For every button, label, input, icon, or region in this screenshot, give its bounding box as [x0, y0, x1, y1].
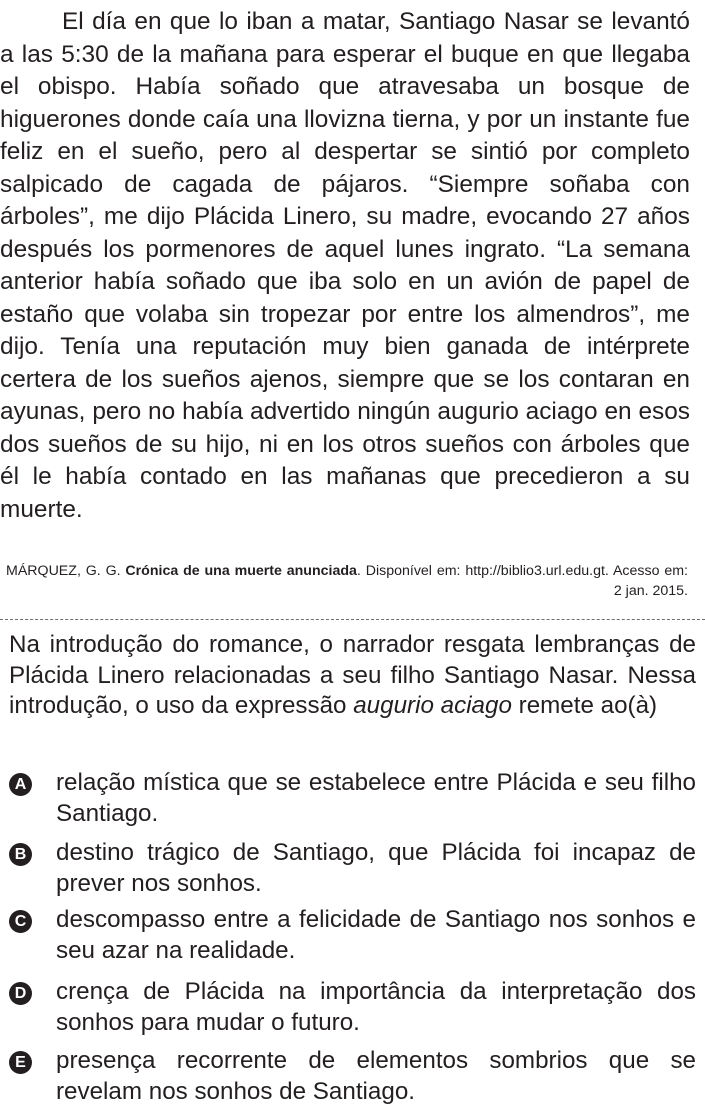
citation-available: . Disponível em: http://biblio3.url.edu.gt. — [356, 563, 609, 579]
option-e-badge: E — [9, 1051, 32, 1074]
option-c-text: descompasso entre a felicidade de Santiago nos sonhos e seu azar na realidade. — [56, 906, 696, 964]
stem-italic: augurio aciago — [353, 692, 512, 719]
stem-after: remete ao(à) — [511, 692, 658, 719]
dashed-divider — [0, 619, 705, 620]
option-d-badge: D — [9, 982, 32, 1005]
option-a-badge: A — [9, 773, 32, 796]
option-c-badge: C — [9, 910, 32, 933]
passage-text: El día en que lo iban a matar, Santiago Nasar se levantó a las 5:30 de la mañana para esperar el buque en que llegaba el obispo. Había soñado que atravesaba un bosque de higuerones donde caía una llovizna tierna, y por un instante fue feliz en el sueño, pero al despertar se sintió por completo salpicado de cagada de pájaros. “Siempre soñaba con árboles”, me dijo Plácida Linero, su madre, evocando 27 años después los pormenores de aquel lunes ingrato. “La semana anterior había soñado que iba solo en un avión de papel de estaño que volaba sin tropezar por entre los almendros”, me dijo. Tenía una reputación muy bien ganada de intérprete certera de los sueños ajenos, siempre que se los contaran en ayunas, pero no había advertido ningún augurio aciago en esos dos sueños de su hijo, ni en los otros sueños con árboles que él le había contado en las mañanas que precedieron a su muerte. — [0, 8, 690, 523]
option-b-badge: B — [9, 843, 32, 866]
option-b-text: destino trágico de Santiago, que Plácida foi incapaz de prever nos sonhos. — [56, 839, 696, 897]
stem-before: Na introdução do romance, o narrador resgata lembranças de Plácida Linero relacionadas a seu filho Santiago Nasar. Nessa introdução, o uso da expressão — [9, 631, 696, 719]
option-a-text: relação mística que se estabelece entre Plácida e seu filho Santiago. — [56, 769, 696, 827]
citation-author: MÁRQUEZ, G. G. — [6, 563, 121, 579]
option-e-text: presença recorrente de elementos sombrios que se revelam nos sonhos de Santiago. — [56, 1047, 696, 1105]
source-citation — [6, 561, 688, 601]
citation-access: Acesso em: 2 jan. 2015. — [612, 563, 688, 599]
question-stem — [9, 630, 696, 722]
citation-title: Crónica de una muerte anunciada — [125, 563, 357, 579]
option-d-text: crença de Plácida na importância da interpretação dos sonhos para mudar o futuro. — [56, 978, 696, 1036]
